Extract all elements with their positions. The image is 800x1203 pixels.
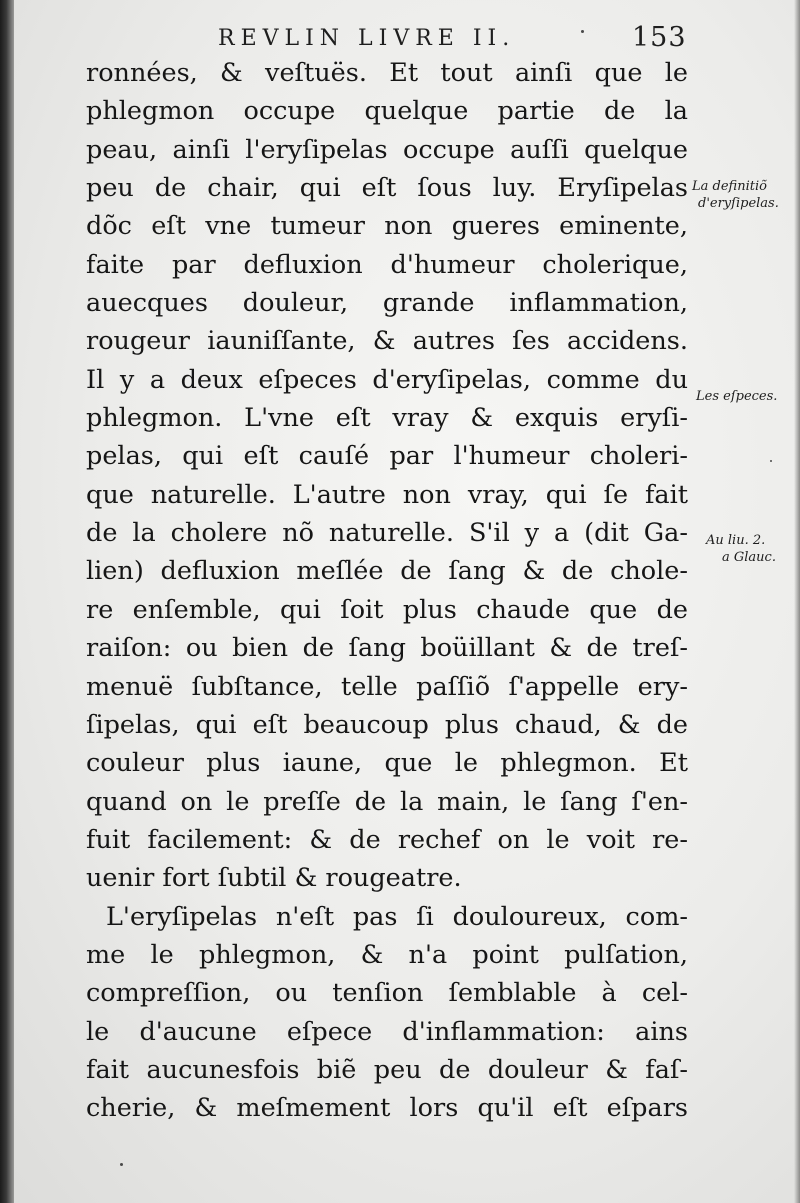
text-line: quand on le preſſe de la main, le ſang ſ'en- xyxy=(86,786,688,817)
text-line: compreſſion, ou tenſion ſemblable à cel- xyxy=(86,978,688,1009)
text-line: uenir fort ſubtil & rougeatre. xyxy=(86,863,462,894)
marginal-note-species xyxy=(696,388,777,405)
text-line: le d'aucune eſpece d'inflammation: ains xyxy=(86,1016,688,1047)
marginal-note-line: Les eſpeces. xyxy=(696,389,778,404)
marginal-note-line: Au liu. 2. xyxy=(706,533,766,548)
body-text xyxy=(86,54,688,1128)
text-line: menuë ſubſtance, telle paſſiõ ſ'appelle ery- xyxy=(86,671,688,702)
text-line: L'eryſipelas n'eſt pas ſi douloureux, com- xyxy=(106,901,688,932)
running-head xyxy=(90,22,690,56)
text-line: rougeur iauniſſante, & autres ſes accidens. xyxy=(86,326,688,357)
marginal-note-reference xyxy=(706,532,776,566)
text-line: faite par defluxion d'humeur cholerique, xyxy=(86,249,688,280)
text-line: pelas, qui eſt cauſé par l'humeur choleri- xyxy=(86,441,688,472)
marginal-note-line: a Glauc. xyxy=(722,550,776,565)
text-line: fait aucunesfois biẽ peu de douleur & faſ- xyxy=(86,1054,688,1085)
text-line: phlegmon occupe quelque partie de la xyxy=(86,96,688,127)
text-line: que naturelle. L'autre non vray, qui ſe fait xyxy=(86,479,688,510)
binding-gutter xyxy=(0,0,14,1203)
text-line: ſipelas, qui eſt beaucoup plus chaud, & de xyxy=(86,709,688,740)
running-title: REVLIN LIVRE II. xyxy=(218,26,516,51)
text-line: auecques douleur, grande inflammation, xyxy=(86,288,688,319)
text-line: cherie, & meſmement lors qu'il eſt eſpars xyxy=(86,1093,688,1124)
marginal-note-line: d'eryſipelas. xyxy=(698,196,779,211)
ink-speck xyxy=(770,460,772,462)
text-line: phlegmon. L'vne eſt vray & exquis eryſi- xyxy=(86,403,688,434)
text-line: raiſon: ou bien de ſang boüillant & de treſ- xyxy=(86,633,688,664)
text-line: Il y a deux eſpeces d'eryſipelas, comme du xyxy=(86,364,688,395)
text-line: ronnées, & veſtuës. Et tout ainſi que le xyxy=(86,58,688,88)
marginal-note-line: La definitiõ xyxy=(692,179,767,194)
ink-speck xyxy=(581,30,584,33)
text-line: peau, ainſi l'eryſipelas occupe auſſi quelque xyxy=(86,134,688,165)
text-line: me le phlegmon, & n'a point pulſation, xyxy=(86,939,688,970)
ink-speck xyxy=(120,1163,123,1166)
text-line: fuit facilement: & de rechef on le voit re- xyxy=(86,824,688,855)
page-number: 153 xyxy=(632,22,687,53)
text-line: lien) defluxion meſlée de ſang & de chole- xyxy=(86,556,688,587)
text-line: re enſemble, qui ſoit plus chaude que de xyxy=(86,594,688,625)
text-line: de la cholere nõ naturelle. S'il y a (dit Ga- xyxy=(86,518,688,549)
page-edge xyxy=(794,0,800,1203)
marginal-note-definition xyxy=(692,178,779,212)
text-line: couleur plus iaune, que le phlegmon. Et xyxy=(86,748,688,779)
text-line: dõc eſt vne tumeur non gueres eminente, xyxy=(86,211,688,242)
text-line: peu de chair, qui eſt ſous luy. Eryſipelas xyxy=(86,173,688,204)
